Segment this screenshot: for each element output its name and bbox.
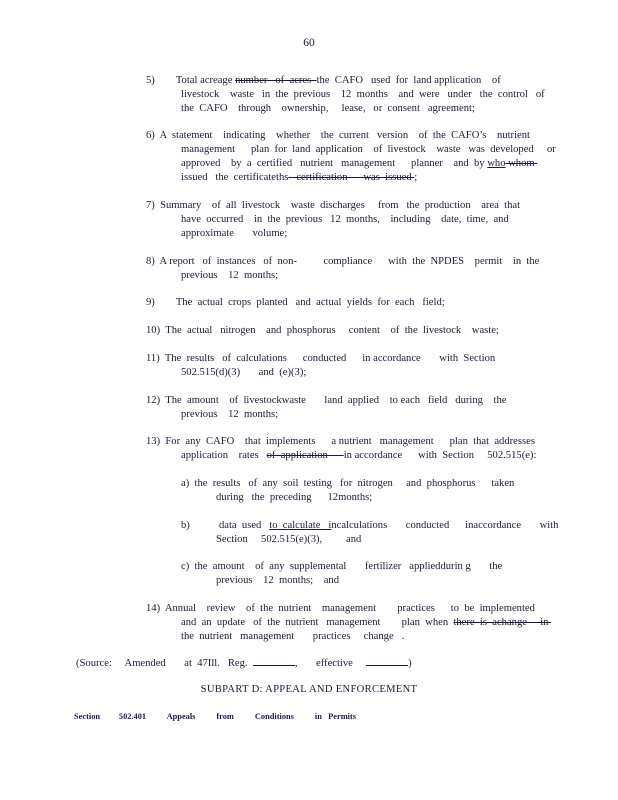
item-9: 9) The actual crops planted and actual yields for each field; <box>146 297 445 308</box>
item-12-line-2: previous 12 months; <box>181 409 279 420</box>
item-13b-line-2: Section 502.515(e)(3), and <box>216 534 362 545</box>
item-12-line-1: 12) The amount of livestockwaste land applied to each field during the <box>146 395 507 406</box>
section-heading: Section 502.401 Appeals from Conditions in Permits <box>74 712 357 721</box>
register-blank <box>253 655 295 666</box>
item-6-line-4: issued the certificateths certification was issued ; <box>181 172 418 183</box>
item-13b-line-1: b) data used to calculate incalculations conducted inaccordance with <box>181 520 559 531</box>
item-13-line-2: application rates of application in accordance with Section 502.515(e): <box>181 450 537 461</box>
item-14-line-3: the nutrient management practices change . <box>181 631 405 642</box>
item-5-line-1: 5) Total acreage number of acres the CAFO used for land application of <box>146 75 501 86</box>
item-11-line-2: 502.515(d)(3) and (e)(3); <box>181 367 307 378</box>
source-note: (Source: Amended at 47Ill. Reg. , effective ) <box>76 655 412 669</box>
item-14-line-2: and an update of the nutrient management plan when there is achange in <box>181 617 552 628</box>
effective-date-blank <box>366 655 408 666</box>
item-13c-line-1: c) the amount of any supplemental fertilizer applieddurin g the <box>181 561 503 572</box>
item-8-line-1: 8) A report of instances of non- compliance with the NPDES permit in the <box>146 256 540 267</box>
item-6-line-2: management plan for land application of livestock waste was developed or <box>181 144 556 155</box>
item-10: 10) The actual nitrogen and phosphorus content of the livestock waste; <box>146 325 499 336</box>
item-7-line-2: have occurred in the previous 12 months, including date, time, and <box>181 214 509 225</box>
item-13a-line-2: during the preceding 12months; <box>216 492 373 503</box>
item-8-line-2: previous 12 months; <box>181 270 279 281</box>
item-5-line-3: the CAFO through ownership, lease, or consent agreement; <box>181 103 475 114</box>
item-7-line-3: approximate volume; <box>181 228 288 239</box>
subpart-heading: SUBPART D: APPEAL AND ENFORCEMENT <box>200 684 418 695</box>
item-13-line-1: 13) For any CAFO that implements a nutrient management plan that addresses <box>146 436 535 447</box>
item-6-line-3: approved by a certified nutrient management planner and by who whom <box>181 158 538 169</box>
item-13a-line-1: a) the results of any soil testing for nitrogen and phosphorus taken <box>181 478 515 489</box>
item-11-line-1: 11) The results of calculations conducted in accordance with Section <box>146 353 496 364</box>
item-6-line-1: 6) A statement indicating whether the current version of the CAFO’s nutrient <box>146 130 530 141</box>
item-5-line-2: livestock waste in the previous 12 months and were under the control of <box>181 89 545 100</box>
item-7-line-1: 7) Summary of all livestock waste discharges from the production area that <box>146 200 521 211</box>
item-14-line-1: 14) Annual review of the nutrient management practices to be implemented <box>146 603 535 614</box>
item-13c-line-2: previous 12 months; and <box>216 575 339 586</box>
page-number: 60 <box>303 37 315 49</box>
